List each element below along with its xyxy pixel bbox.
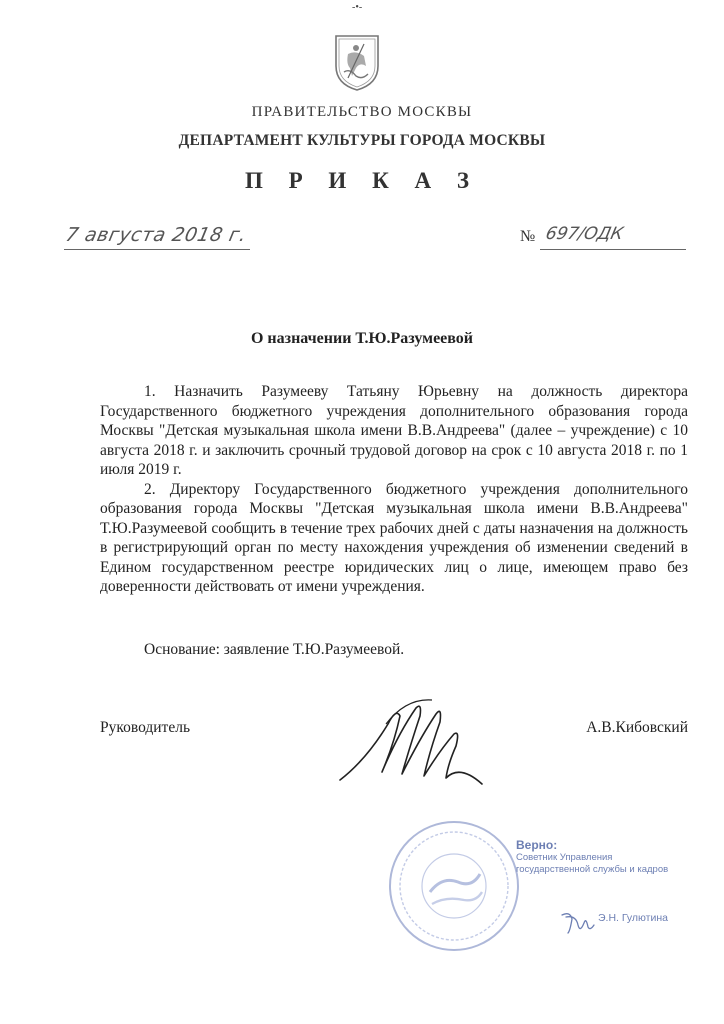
number-underline: [540, 249, 686, 250]
number-label: №: [520, 228, 536, 245]
moscow-coat-of-arms-icon: [334, 32, 380, 92]
department-title: ДЕПАРТАМЕНТ КУЛЬТУРЫ ГОРОДА МОСКВЫ: [178, 132, 546, 149]
order-paragraph: 2. Директору Государственного бюджетного учреждения дополнительного образования города Москвы "Детская музыкальная школа имени В.В.Андреева" Т.Ю.Разумеевой сообщить в течение трех рабочих дней с даты назначения на должность в регистрирующий орган по месту нахождения учреждения об изменении сведений в Едином государственном реестре юридических лиц о лице, имеющем право без доверенности действовать от имени учреждения.: [100, 480, 688, 595]
certification-department: государственной службы и кадров: [516, 864, 669, 875]
certification-title: Верно:: [516, 838, 558, 852]
basis-line: Основание: заявление Т.Ю.Разумеевой.: [144, 641, 405, 658]
order-subject: О назначении Т.Ю.Разумеевой: [250, 330, 474, 347]
certification-position: Советник Управления: [516, 852, 613, 863]
date-underline: [64, 249, 250, 250]
certification-name: Э.Н. Гулютина: [598, 912, 668, 924]
handwritten-order-number: 697/ОДК: [543, 224, 626, 244]
signer-name: А.В.Кибовский: [586, 719, 688, 736]
signer-role: Руководитель: [100, 719, 191, 736]
top-mark: -•-: [352, 2, 363, 13]
document-type-heading: П Р И К А З: [244, 168, 479, 193]
official-stamp: [386, 818, 522, 954]
order-paragraph: 1. Назначить Разумееву Татьяну Юрьевну на должность директора Государственного бюджетного учреждения дополнительного образования города Москвы "Детская музыкальная школа имени В.В.Андреева" (далее – учреждение) с 10 августа 2018 г. и заключить срочный трудовой договор на срок с 10 августа 2018 г. по 1 июля 2019 г.: [100, 383, 688, 478]
certification-block: [516, 838, 668, 876]
order-body: [100, 382, 688, 597]
government-title: ПРАВИТЕЛЬСТВО МОСКВЫ: [251, 104, 473, 120]
handwritten-date: 7 августа 2018 г.: [63, 224, 249, 246]
certification-signature: [560, 909, 596, 935]
handwritten-signature: [336, 694, 486, 790]
